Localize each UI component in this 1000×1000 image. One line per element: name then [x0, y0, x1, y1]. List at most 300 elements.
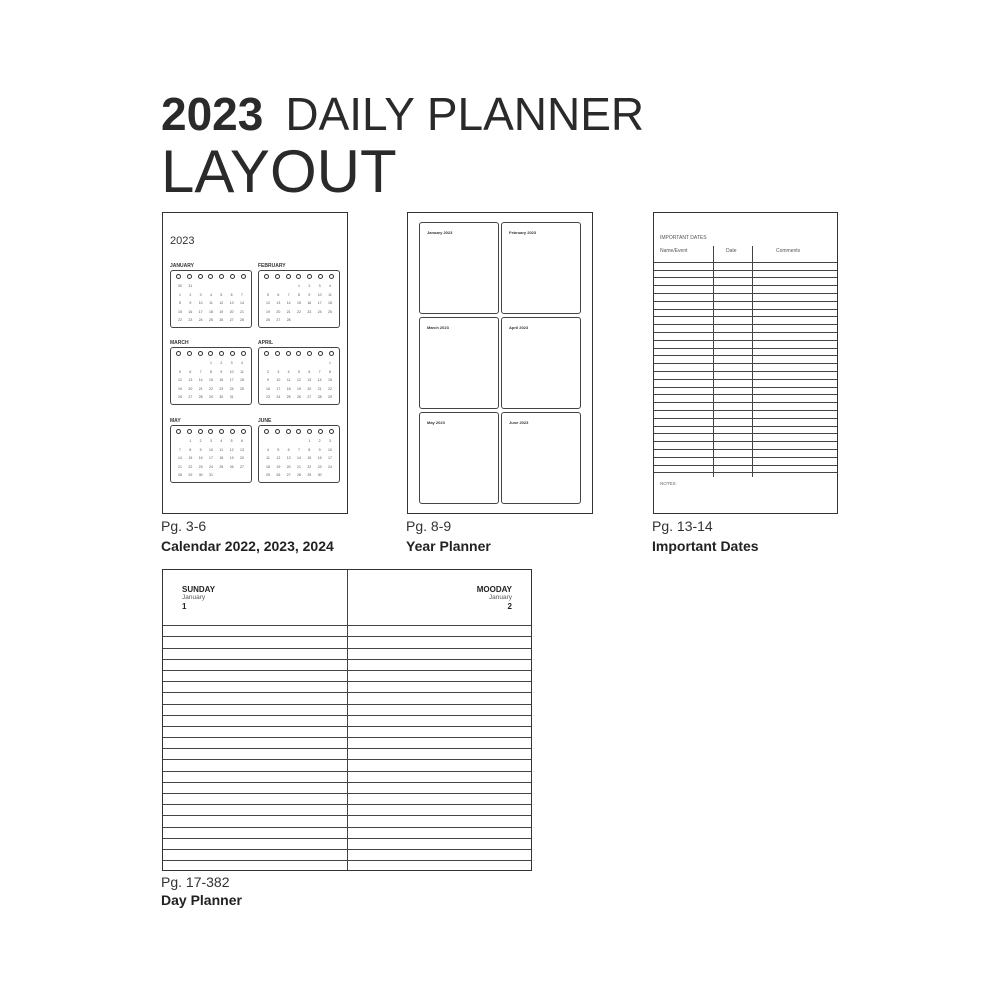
day-cell: 18 — [219, 456, 224, 460]
day-cell: 24 — [209, 464, 213, 469]
day-cell: 8 — [328, 369, 331, 374]
day-cell — [286, 437, 292, 446]
day-cell: 20 — [188, 386, 193, 391]
ruled-line — [163, 850, 531, 861]
day-cell: 3 — [230, 361, 233, 365]
week-row — [174, 446, 248, 455]
week-row — [262, 299, 336, 308]
weekday-circle-icon — [264, 351, 269, 356]
day-cell: 5 — [277, 447, 280, 452]
day-cell: 10 — [317, 292, 322, 297]
day-cell: 10 — [276, 378, 281, 382]
calendar-year: 2023 — [170, 235, 195, 247]
day-cell: 22 — [209, 386, 213, 391]
month-box — [419, 317, 499, 409]
day-cell: 29 — [188, 473, 193, 477]
day-cell: 17 — [276, 386, 281, 391]
week-row — [174, 282, 248, 291]
day-cell — [177, 437, 183, 446]
day-cell: 17 — [198, 309, 203, 314]
day-cell: 8 — [210, 369, 212, 374]
month-calendar — [258, 340, 340, 405]
day-cell: 23 — [266, 395, 270, 399]
week-row — [262, 471, 336, 480]
day-cell: 23 — [317, 464, 322, 469]
day-cell: 12 — [266, 301, 270, 305]
month-box-label: May 2023 — [427, 420, 445, 425]
weekday-circle-icon — [230, 274, 235, 279]
day-cell: 21 — [198, 386, 203, 391]
day-cell: 28 — [297, 473, 301, 477]
day-cell: 16 — [188, 309, 193, 314]
week-row — [174, 385, 248, 394]
day-cell — [198, 359, 204, 368]
weekday-circle-icon — [230, 429, 235, 434]
ruled-row — [654, 450, 837, 458]
week-row — [174, 316, 248, 325]
month-grid — [170, 270, 252, 328]
ruled-line — [163, 816, 531, 827]
day-cell: 10 — [229, 369, 234, 374]
day-cell: 4 — [210, 292, 212, 297]
day-cell: 15 — [209, 378, 213, 382]
weekday-markers — [262, 351, 336, 356]
ruled-line — [163, 839, 531, 850]
day-cell: 26 — [229, 464, 234, 469]
day-cell: 12 — [276, 456, 281, 460]
weekday-circle-icon — [296, 429, 301, 434]
day-cell: 26 — [297, 395, 301, 399]
day-cell: 16 — [317, 456, 322, 460]
ruled-line — [163, 649, 531, 660]
week-row — [262, 291, 336, 300]
weekday-circle-icon — [329, 429, 334, 434]
week-row — [174, 454, 248, 463]
year-planner-caption: Year Planner — [406, 538, 491, 554]
day-cell: 24 — [229, 386, 234, 391]
month-grid — [258, 425, 340, 483]
weekday-circle-icon — [318, 429, 323, 434]
day-cell: 20 — [307, 386, 312, 391]
ruled-row — [654, 364, 837, 372]
day-cell: 15 — [297, 301, 301, 305]
day-cell: 1 — [308, 439, 311, 443]
day-cell: 4 — [287, 369, 290, 374]
day-cell: 21 — [178, 464, 182, 469]
ruled-line — [163, 828, 531, 839]
day-cell: 1 — [298, 284, 300, 288]
ruled-line — [163, 660, 531, 671]
day-cell: 13 — [240, 447, 244, 452]
ruled-line — [163, 716, 531, 727]
year-planner-layout-preview — [407, 212, 593, 514]
day-cell — [275, 437, 281, 446]
month-box-label: June 2023 — [509, 420, 529, 425]
month-calendar — [258, 263, 340, 328]
day-cell — [229, 282, 235, 291]
day-cell: 18 — [266, 464, 270, 469]
weekday-circle-icon — [208, 429, 213, 434]
week-row — [262, 282, 336, 291]
day-cell: 30 — [317, 473, 322, 477]
day-cell: 24 — [276, 395, 281, 399]
day-cell: 25 — [328, 309, 332, 314]
weekday-circle-icon — [286, 274, 291, 279]
day-cell: 27 — [240, 464, 244, 469]
year-planner-page-range: Pg. 8-9 — [406, 518, 452, 534]
week-row — [262, 454, 336, 463]
ruled-row — [654, 349, 837, 357]
ruled-row — [654, 325, 837, 333]
page-title — [161, 88, 644, 140]
day-cell: 22 — [297, 309, 301, 314]
ruled-line — [163, 671, 531, 682]
weekday-circle-icon — [318, 274, 323, 279]
column-header-comments: Comments — [776, 248, 801, 254]
day-cell: 17 — [317, 301, 322, 305]
day-cell: 18 — [286, 386, 291, 391]
weekday-circle-icon — [318, 351, 323, 356]
day-cell: 26 — [276, 473, 281, 477]
day-cell: 21 — [297, 464, 301, 469]
day-cell: 8 — [189, 447, 192, 452]
day-cell: 5 — [298, 369, 300, 374]
day-cell — [265, 437, 271, 446]
day-cell: 4 — [328, 284, 331, 288]
day-cell: 16 — [198, 456, 203, 460]
day-cell: 3 — [328, 439, 331, 443]
weekday-circle-icon — [208, 351, 213, 356]
day-cell: 22 — [307, 464, 312, 469]
day-cell: 5 — [220, 292, 223, 297]
ruled-row — [654, 403, 837, 411]
month-name: JANUARY — [170, 263, 194, 269]
day-cell: 3 — [277, 369, 280, 374]
day-cell: 17 — [328, 456, 332, 460]
week-row — [262, 446, 336, 455]
right-month-name: January — [488, 594, 512, 601]
day-cell: 6 — [189, 369, 192, 374]
day-cell: 30 — [198, 473, 203, 477]
notes-label: NOTES: — [660, 481, 677, 486]
month-grid — [258, 347, 340, 405]
day-cell: 21 — [286, 309, 291, 314]
day-cell: 11 — [266, 456, 270, 460]
day-cell: 15 — [178, 309, 182, 314]
title-main: DAILY PLANNER — [285, 88, 645, 140]
month-box-label: March 2023 — [427, 325, 449, 330]
weekday-markers — [174, 274, 248, 279]
day-cell: 6 — [308, 369, 311, 374]
day-cell: 16 — [307, 301, 312, 305]
ruled-line — [163, 637, 531, 648]
weekday-circle-icon — [275, 351, 280, 356]
day-cell: 3 — [318, 284, 321, 288]
weekday-markers — [174, 429, 248, 434]
day-cell: 9 — [308, 292, 311, 297]
day-cell: 2 — [318, 439, 321, 443]
day-cell: 29 — [328, 395, 332, 399]
day-cell: 15 — [188, 456, 193, 460]
day-cell: 2 — [199, 439, 202, 443]
weekday-circle-icon — [296, 274, 301, 279]
day-cell: 23 — [307, 309, 312, 314]
day-cell: 10 — [209, 447, 213, 452]
day-cell: 19 — [266, 309, 270, 314]
month-name: MAY — [170, 418, 181, 424]
ruled-line — [163, 783, 531, 794]
day-cell: 8 — [308, 447, 311, 452]
weekday-circle-icon — [241, 274, 246, 279]
weekday-circle-icon — [176, 429, 181, 434]
day-cell: 2 — [267, 369, 269, 374]
day-cell: 23 — [188, 318, 193, 322]
ruled-row — [654, 395, 837, 403]
day-cell — [327, 316, 333, 325]
day-cell: 11 — [219, 447, 224, 452]
day-cell: 7 — [287, 292, 290, 297]
month-name: MARCH — [170, 340, 189, 346]
day-cell — [317, 359, 323, 368]
day-cell: 12 — [229, 447, 234, 452]
day-cell: 11 — [286, 378, 291, 382]
day-cell: 14 — [178, 456, 182, 460]
day-cell: 17 — [229, 378, 234, 382]
week-row — [262, 393, 336, 402]
day-cell: 25 — [209, 318, 213, 322]
calendar-caption: Calendar 2022, 2023, 2024 — [161, 538, 334, 554]
day-cell: 8 — [298, 292, 300, 297]
day-cell: 1 — [210, 361, 212, 365]
weekday-circle-icon — [198, 274, 203, 279]
day-cell: 16 — [219, 378, 224, 382]
month-calendar — [170, 418, 252, 483]
day-cell — [327, 471, 333, 480]
month-grid — [258, 270, 340, 328]
right-day-name: MOODAY — [476, 585, 512, 594]
important-dates-layout-preview — [653, 212, 838, 514]
month-name: APRIL — [258, 340, 273, 346]
week-row — [174, 359, 248, 368]
weekday-circle-icon — [187, 351, 192, 356]
weekday-circle-icon — [286, 429, 291, 434]
weekday-circle-icon — [241, 351, 246, 356]
week-row — [174, 291, 248, 300]
day-cell — [218, 282, 224, 291]
day-cell: 25 — [219, 464, 224, 469]
day-cell: 5 — [267, 292, 269, 297]
day-cell: 7 — [199, 369, 202, 374]
day-cell: 8 — [179, 301, 181, 305]
day-cell: 7 — [240, 292, 243, 297]
day-cell: 30 — [219, 395, 224, 399]
day-cell: 19 — [178, 386, 182, 391]
day-cell: 2 — [220, 361, 223, 365]
day-cell — [296, 437, 302, 446]
day-cell: 28 — [198, 395, 203, 399]
day-cell: 4 — [240, 361, 243, 365]
day-cell — [306, 359, 312, 368]
ruled-row — [654, 458, 837, 466]
left-day-name: SUNDAY — [182, 585, 216, 594]
day-cell: 27 — [276, 318, 281, 322]
day-cell: 5 — [179, 369, 181, 374]
day-cell: 26 — [266, 318, 270, 322]
day-cell: 23 — [219, 386, 224, 391]
ruled-line — [163, 705, 531, 716]
day-cell: 31 — [209, 473, 213, 477]
day-cell: 4 — [267, 447, 269, 452]
day-cell: 15 — [328, 378, 332, 382]
month-box-label: February 2023 — [509, 230, 537, 235]
day-cell: 18 — [328, 301, 332, 305]
ruled-row — [654, 356, 837, 364]
weekday-circle-icon — [275, 429, 280, 434]
ruled-line — [163, 805, 531, 816]
weekday-circle-icon — [219, 351, 224, 356]
week-row — [262, 385, 336, 394]
day-cell: 24 — [198, 318, 203, 322]
ruled-row — [654, 317, 837, 325]
month-calendar — [170, 340, 252, 405]
day-cell: 18 — [240, 378, 244, 382]
day-cell: 29 — [307, 473, 312, 477]
day-cell: 14 — [198, 378, 203, 382]
ruled-row — [654, 263, 837, 271]
day-cell: 4 — [220, 439, 223, 443]
ruled-row — [654, 380, 837, 388]
day-cell: 18 — [209, 309, 213, 314]
day-cell — [317, 316, 323, 325]
day-cell — [218, 471, 224, 480]
day-cell: 31 — [229, 395, 234, 399]
day-cell: 31 — [188, 284, 193, 288]
day-cell: 19 — [229, 456, 234, 460]
week-row — [174, 308, 248, 317]
ruled-row — [654, 310, 837, 318]
ruled-line — [163, 682, 531, 693]
day-cell: 21 — [240, 309, 244, 314]
weekday-circle-icon — [307, 429, 312, 434]
week-row — [262, 308, 336, 317]
day-cell: 1 — [189, 439, 192, 443]
month-box-label: April 2023 — [509, 325, 529, 330]
month-box — [501, 412, 581, 504]
day-cell: 27 — [188, 395, 193, 399]
month-grid — [170, 425, 252, 483]
day-cell: 7 — [179, 447, 181, 452]
day-cell: 9 — [220, 369, 223, 374]
month-calendar — [258, 418, 340, 483]
weekday-circle-icon — [208, 274, 213, 279]
ruled-row — [654, 286, 837, 294]
week-row — [174, 437, 248, 446]
day-cell: 14 — [297, 456, 301, 460]
day-cell: 9 — [267, 378, 269, 382]
day-cell: 24 — [317, 309, 322, 314]
day-cell — [239, 282, 245, 291]
day-planner-page-range: Pg. 17-382 — [161, 874, 230, 890]
ruled-line — [163, 727, 531, 738]
left-month-name: January — [182, 594, 206, 601]
ruled-line — [163, 749, 531, 760]
day-cell: 5 — [230, 439, 233, 443]
day-cell — [265, 359, 271, 368]
weekday-markers — [262, 429, 336, 434]
ruled-row — [654, 271, 837, 279]
ruled-line — [163, 738, 531, 749]
day-cell: 14 — [286, 301, 291, 305]
ruled-row — [654, 434, 837, 442]
month-calendar — [170, 263, 252, 328]
weekday-circle-icon — [219, 274, 224, 279]
weekday-circle-icon — [307, 274, 312, 279]
day-cell: 20 — [229, 309, 234, 314]
day-cell: 11 — [209, 301, 213, 305]
day-cell: 26 — [178, 395, 182, 399]
weekday-circle-icon — [187, 274, 192, 279]
weekday-circle-icon — [264, 429, 269, 434]
day-cell: 23 — [198, 464, 203, 469]
week-row — [174, 471, 248, 480]
day-cell: 19 — [219, 309, 224, 314]
day-cell: 28 — [178, 473, 182, 477]
day-cell: 20 — [276, 309, 281, 314]
week-row — [262, 437, 336, 446]
day-cell: 24 — [328, 464, 332, 469]
day-cell: 22 — [178, 318, 182, 322]
day-cell: 11 — [328, 292, 332, 297]
column-header-date: Date — [726, 248, 737, 254]
day-cell: 13 — [276, 301, 281, 305]
day-cell: 7 — [318, 369, 321, 374]
day-cell: 2 — [308, 284, 311, 288]
weekday-markers — [262, 274, 336, 279]
day-cell: 9 — [318, 447, 321, 452]
day-planner-layout-preview — [162, 569, 532, 871]
day-cell: 20 — [240, 456, 244, 460]
weekday-circle-icon — [219, 429, 224, 434]
week-row — [174, 368, 248, 377]
week-row — [174, 376, 248, 385]
day-cell: 6 — [277, 292, 280, 297]
weekday-circle-icon — [329, 274, 334, 279]
ruled-row — [654, 427, 837, 435]
day-cell — [286, 359, 292, 368]
week-row — [262, 316, 336, 325]
calendar-page-range: Pg. 3-6 — [161, 518, 207, 534]
month-grid — [170, 347, 252, 405]
day-cell — [275, 282, 281, 291]
weekday-circle-icon — [230, 351, 235, 356]
day-cell: 30 — [178, 284, 182, 288]
column-header-name: Name/Event — [660, 248, 688, 254]
day-cell: 6 — [230, 292, 233, 297]
weekday-circle-icon — [176, 351, 181, 356]
ruled-row — [654, 419, 837, 427]
week-row — [262, 359, 336, 368]
important-dates-caption: Important Dates — [652, 538, 759, 554]
day-cell: 12 — [178, 378, 182, 382]
day-cell: 26 — [219, 318, 224, 322]
day-cell: 9 — [189, 301, 192, 305]
month-name: FEBRUARY — [258, 263, 286, 269]
month-box — [419, 412, 499, 504]
day-cell: 19 — [276, 464, 281, 469]
important-dates-heading: IMPORTANT DATES — [660, 235, 707, 241]
weekday-circle-icon — [329, 351, 334, 356]
day-cell: 28 — [317, 395, 322, 399]
